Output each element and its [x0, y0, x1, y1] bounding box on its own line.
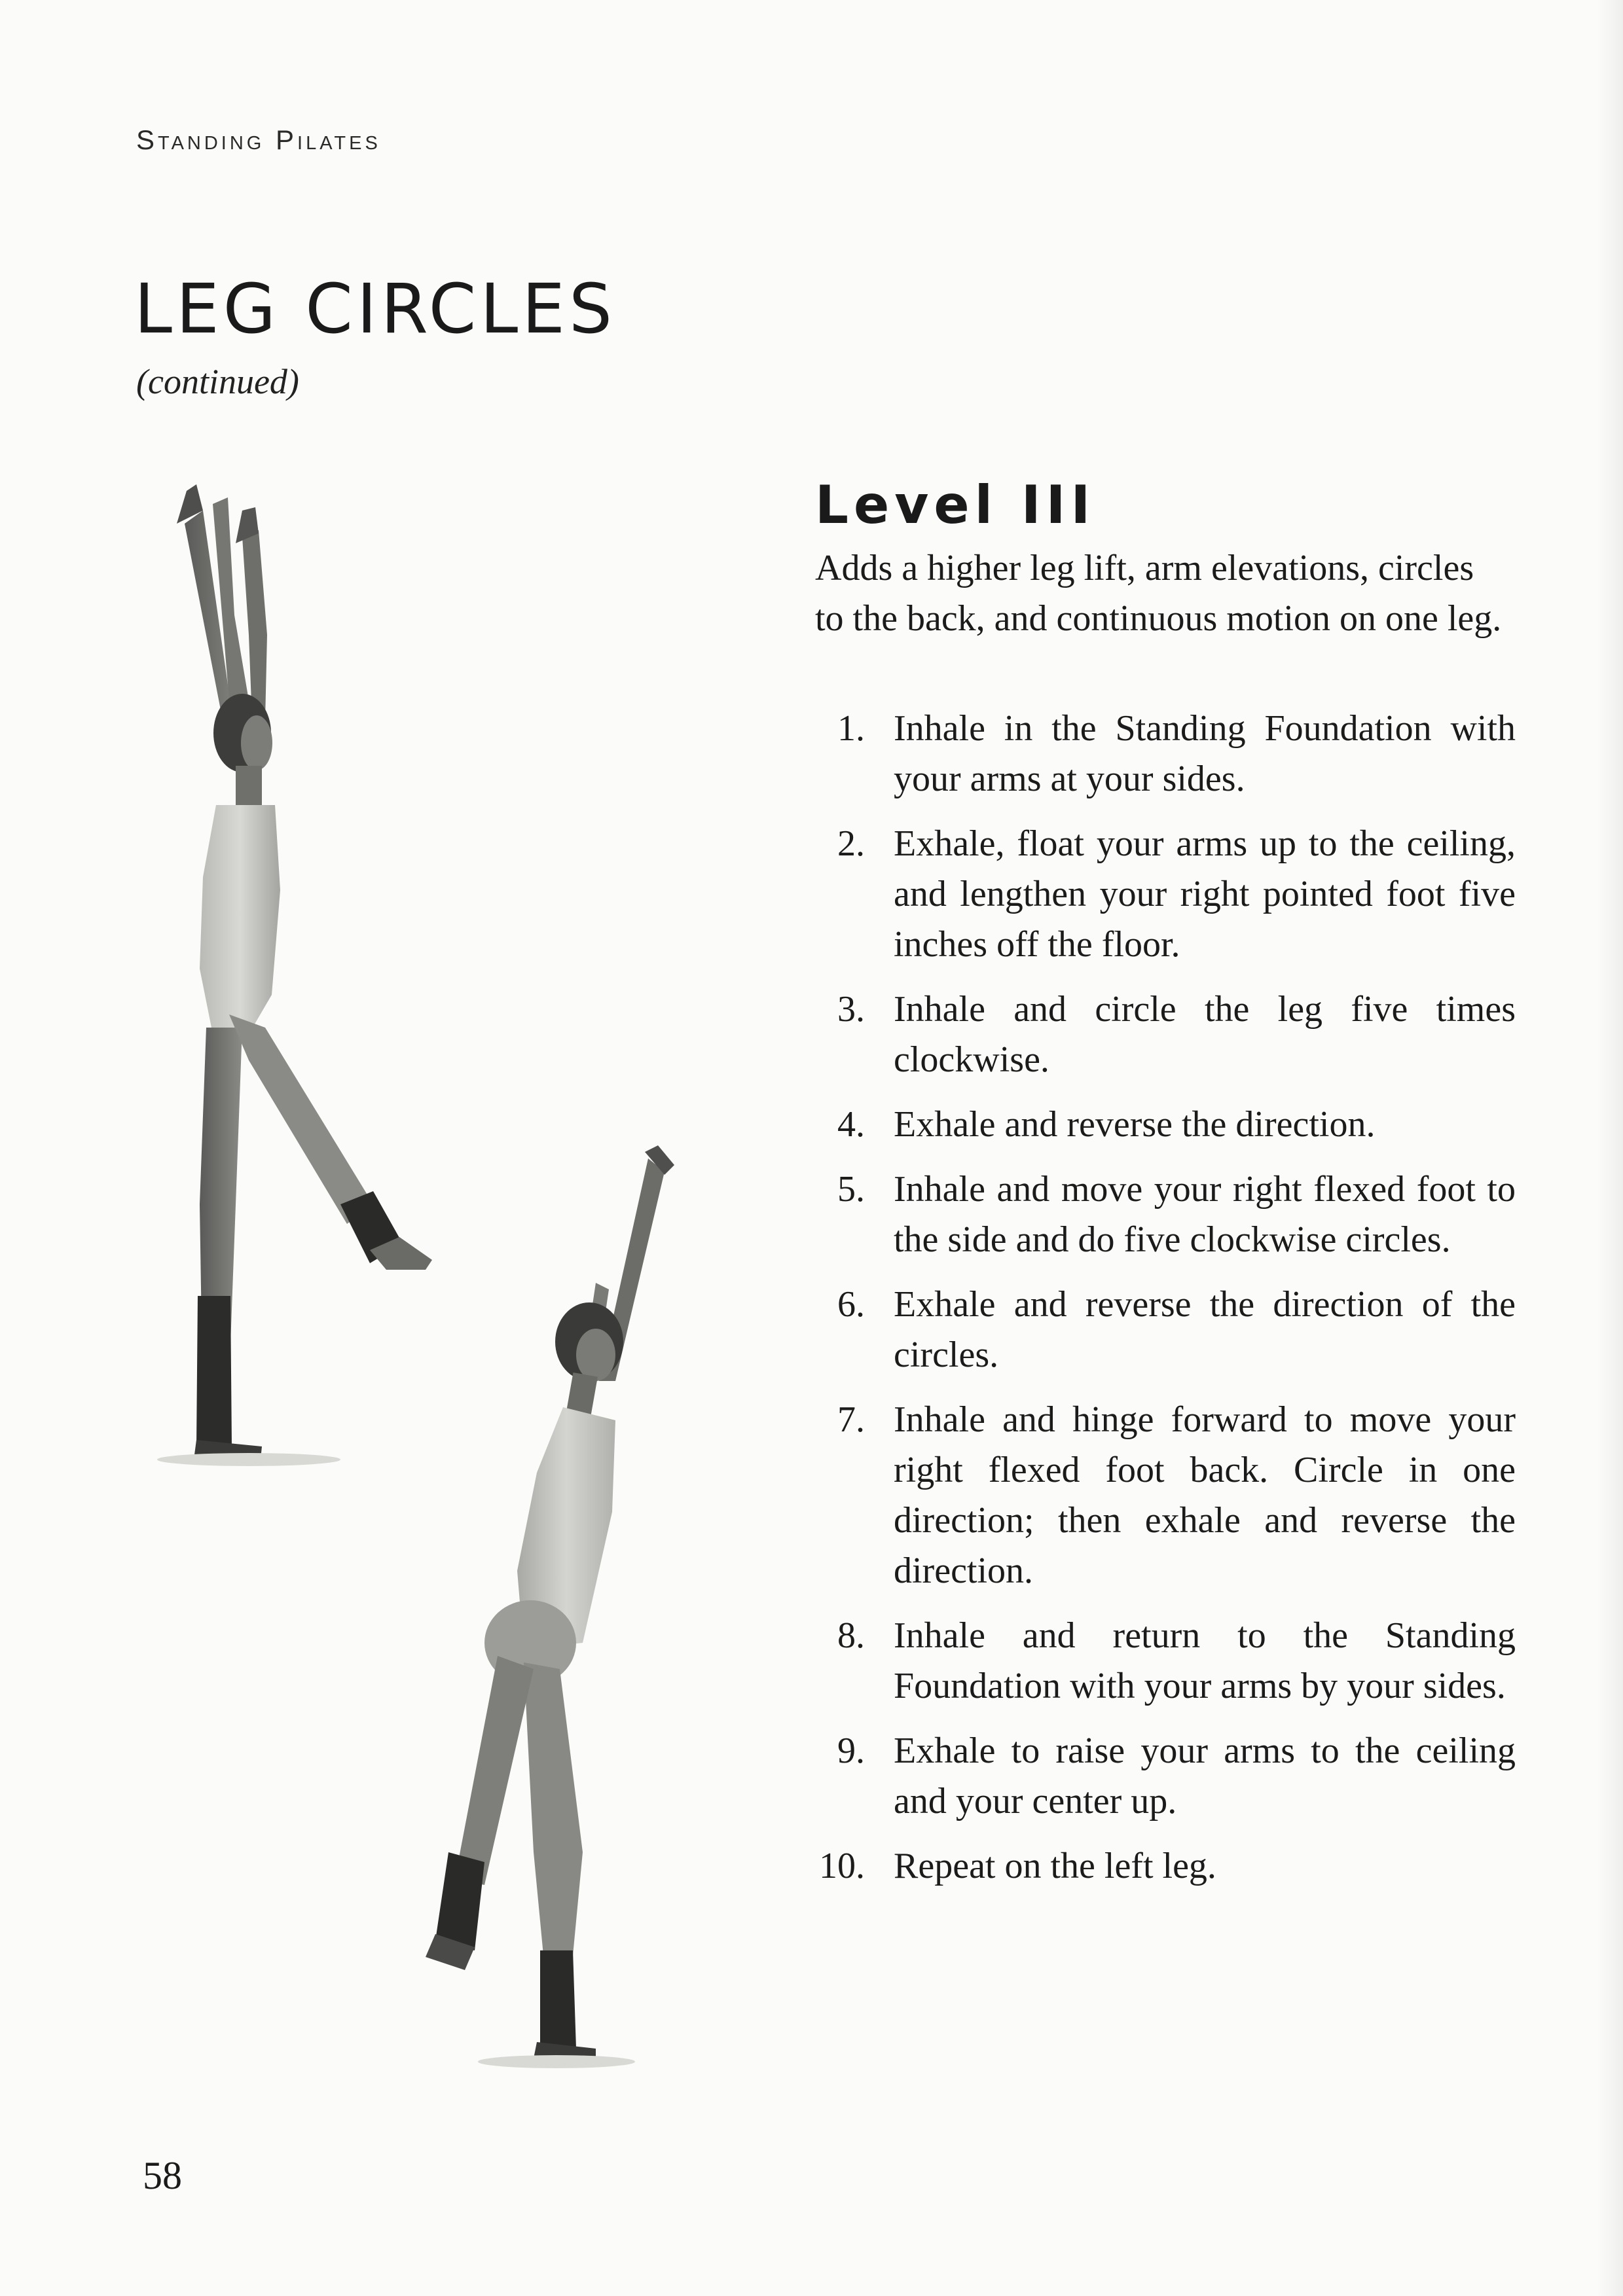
step-number: 1.	[837, 708, 865, 749]
step-text: Exhale to raise your arms to the ceiling and your center up.	[894, 1731, 1516, 1821]
step-number: 8.	[837, 1615, 865, 1656]
step-text: Inhale and circle the leg five times clockwise.	[894, 989, 1516, 1080]
page-title: LEG CIRCLES	[134, 269, 616, 349]
step-text: Inhale in the Standing Foundation with your arms at your sides.	[894, 708, 1516, 799]
step-text: Exhale and reverse the direction.	[894, 1104, 1376, 1145]
list-item	[815, 819, 1516, 970]
list-item	[815, 704, 1516, 804]
list-item	[815, 1100, 1516, 1150]
list-item	[815, 984, 1516, 1085]
page-number: 58	[143, 2154, 182, 2197]
page-edge-shadow	[1597, 0, 1623, 2296]
list-item	[815, 1841, 1516, 1892]
list-item	[815, 1611, 1516, 1712]
level-intro: Adds a higher leg lift, arm elevations, circles to the back, and continuous motion on one leg.	[815, 548, 1502, 639]
list-item	[815, 1395, 1516, 1596]
step-number: 3.	[837, 989, 865, 1030]
step-number: 2.	[837, 823, 865, 864]
step-text: Repeat on the left leg.	[894, 1846, 1216, 1886]
step-number: 7.	[837, 1399, 865, 1440]
step-number: 10.	[819, 1846, 865, 1886]
step-text: Exhale, float your arms up to the ceiling, and lengthen your right pointed foot five inches off the floor.	[894, 823, 1516, 965]
level-heading: Level III	[815, 475, 1096, 535]
step-text: Inhale and move your right flexed foot to the side and do five clockwise circles.	[894, 1169, 1516, 1260]
step-text: Inhale and hinge forward to move your right flexed foot back. Circle in one direction; then exhale and reverse the direction.	[894, 1399, 1516, 1591]
running-head: Standing Pilates	[136, 124, 381, 155]
step-number: 9.	[837, 1731, 865, 1771]
exercise-photo-hinge-back-leg	[308, 1145, 727, 2088]
page-subtitle: (continued)	[136, 362, 299, 401]
step-number: 6.	[837, 1284, 865, 1325]
steps-list	[815, 704, 1516, 1906]
step-number: 5.	[837, 1169, 865, 1210]
list-item	[815, 1726, 1516, 1827]
step-text: Inhale and return to the Standing Foundation with your arms by your sides.	[894, 1615, 1516, 1706]
list-item	[815, 1280, 1516, 1380]
step-text: Exhale and reverse the direction of the circles.	[894, 1284, 1516, 1375]
step-number: 4.	[837, 1104, 865, 1145]
list-item	[815, 1164, 1516, 1265]
